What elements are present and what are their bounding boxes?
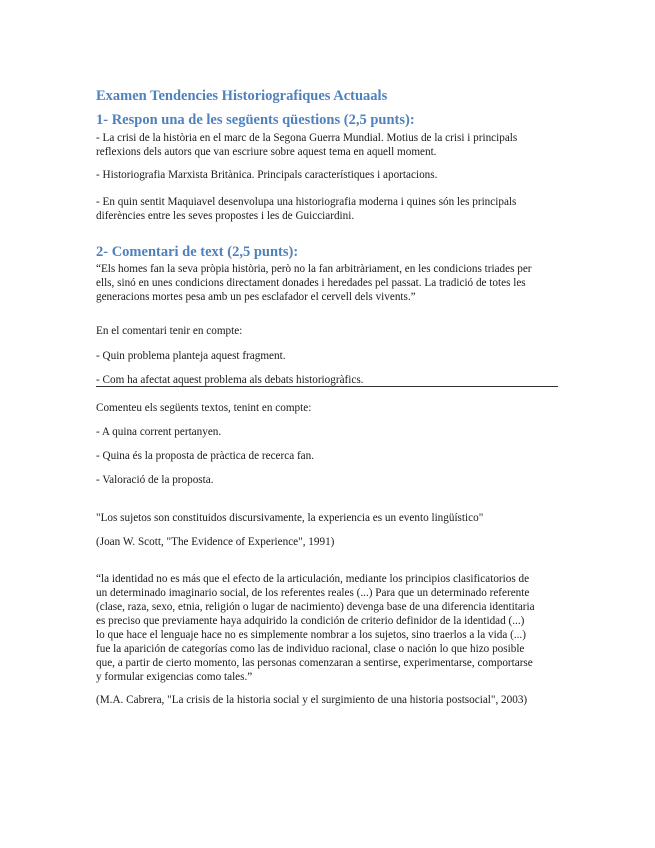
quote-marx-line: ells, sinó en unes condicions directament donades i heredades pel passat. La tradició de totes les [96, 277, 526, 289]
quote-cabrera-line: es preciso que previamente haya adquirido la condición de criterio definidor de la identidad (...) [96, 615, 525, 627]
question-2: - Historiografia Marxista Britànica. Principals característiques i aportacions. [96, 169, 438, 181]
quote-cabrera-line: (clase, raza, sexo, etnia, religión o lugar de nacimiento) devenga base de una diferencia identitaria [96, 601, 535, 613]
question-3 [96, 195, 558, 223]
texts-point-3: - Valoració de la proposta. [96, 474, 214, 486]
quote-cabrera-line: “la identidad no es más que el efecto de la articulación, mediante los principios clasificatorios de [96, 573, 530, 585]
quote-cabrera [96, 572, 558, 684]
quote-cabrera-line: lo que hace el lenguaje hace no es simplemente nombrar a los sujetos, sino traerlos a la vida (...) [96, 629, 526, 641]
comment-point-2: - Com ha afectat aquest problema als debats historiogràfics. [96, 374, 364, 386]
quote-cabrera-line: y formular exigencias como tales.” [96, 671, 253, 683]
quote-marx-line: generacions mortes pesa amb un pes esclafador el cervell dels vivents.” [96, 291, 416, 303]
horizontal-rule [96, 386, 558, 387]
question-1 [96, 131, 558, 159]
quote-marx-line: “Els homes fan la seva pròpia història, però no la fan arbitràriament, en les condicions triades per [96, 263, 532, 275]
question-1-line: reflexions dels autors que van escriure sobre aquest tema en aquell moment. [96, 146, 437, 158]
quote-marx [96, 262, 558, 304]
document-title: Examen Tendencies Historiografiques Actuaals [96, 88, 388, 104]
texts-intro: Comenteu els següents textos, tenint en compte: [96, 402, 312, 414]
texts-point-2: - Quina és la proposta de pràctica de recerca fan. [96, 450, 315, 462]
quote-scott: "Los sujetos son constituidos discursivamente, la experiencia es un evento lingüístico" [96, 512, 484, 524]
texts-point-1: - A quina corrent pertanyen. [96, 426, 222, 438]
quote-cabrera-line: que, a partir de cierto momento, las personas comenzaran a sentirse, experimentarse, comportarse [96, 657, 533, 669]
question-1-line: - La crisi de la història en el marc de la Segona Guerra Mundial. Motius de la crisi i principals [96, 132, 518, 144]
source-cabrera: (M.A. Cabrera, "La crisis de la historia social y el surgimiento de una historia postsocial", 2003) [96, 694, 528, 706]
comment-intro: En el comentari tenir en compte: [96, 325, 243, 337]
source-scott: (Joan W. Scott, "The Evidence of Experience", 1991) [96, 536, 335, 548]
comment-point-1: - Quin problema planteja aquest fragment. [96, 350, 286, 362]
section2-heading: 2- Comentari de text (2,5 punts): [96, 244, 299, 260]
quote-cabrera-line: fue la aparición de categorías como las de individuo racional, clase o nación lo que hizo posible [96, 643, 525, 655]
question-3-line: diferències entre les seves propostes i les de Guicciardini. [96, 210, 355, 222]
quote-cabrera-line: un determinado imaginario social, de los referentes reales (...) Para que un determinado referente [96, 587, 530, 599]
question-3-line: - En quin sentit Maquiavel desenvolupa una historiografia moderna i quines són les principals [96, 196, 517, 208]
section1-heading: 1- Respon una de les següents qüestions (2,5 punts): [96, 112, 415, 128]
